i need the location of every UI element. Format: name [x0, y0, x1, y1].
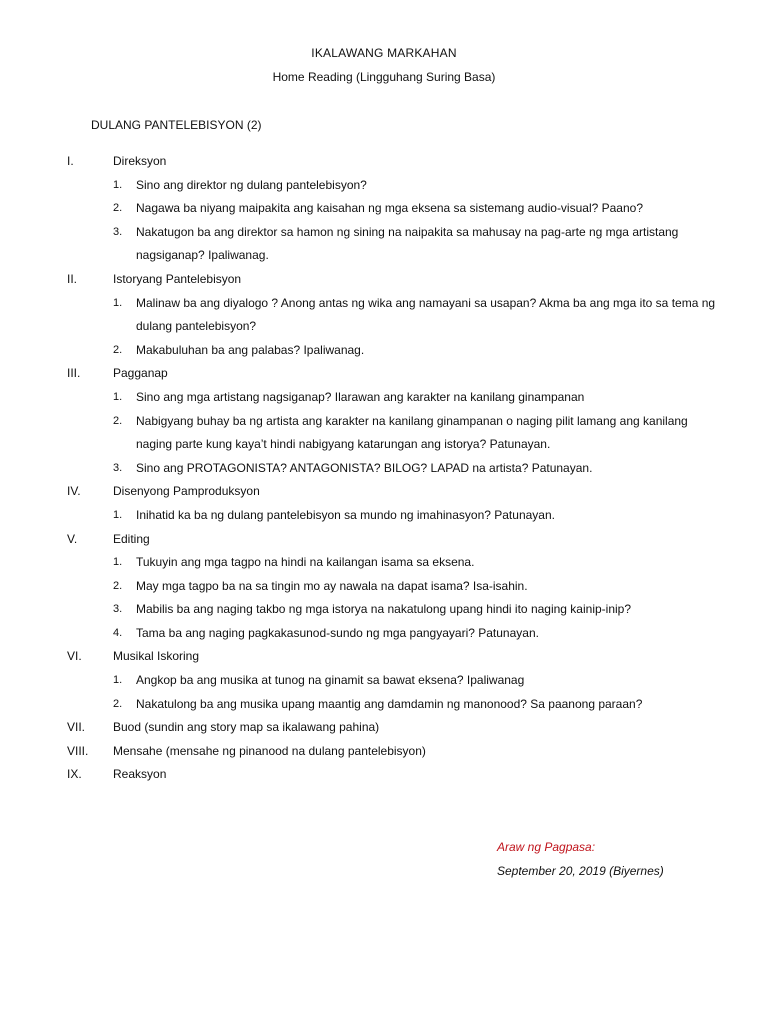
item-number: 3.: [113, 225, 123, 238]
section-label: Mensahe (mensahe ng pinanood na dulang pantelebisyon): [113, 743, 426, 758]
section-label: Istoryang Pantelebisyon: [113, 271, 242, 286]
section-header: [0, 362, 768, 386]
question-item: [0, 174, 768, 198]
due-date-label: Araw ng Pagpasa:: [497, 840, 596, 854]
document-title: IKALAWANG MARKAHAN: [311, 46, 457, 60]
item-text: May mga tagpo ba na sa tingin mo ay nawala na dapat isama? Isa-isahin.: [136, 578, 528, 593]
document-subtitle: Home Reading (Lingguhang Suring Basa): [272, 70, 496, 84]
question-item: [0, 292, 768, 339]
roman-numeral: IX.: [67, 767, 82, 782]
item-text: Makabuluhan ba ang palabas? Ipaliwanag.: [136, 342, 365, 357]
item-text: Malinaw ba ang diyalogo ? Anong antas ng wika ang namayani sa usapan? Akma ba ang mga ito sa tema ng dulang pantelebisyon?: [136, 295, 716, 334]
question-item: [0, 197, 768, 221]
roman-numeral: I.: [67, 154, 74, 168]
roman-numeral: V.: [67, 531, 78, 546]
section-header: [0, 528, 768, 552]
section-label: Reaksyon: [113, 767, 167, 782]
question-item: [0, 693, 768, 717]
item-number: 1.: [113, 508, 123, 521]
section-header: [0, 763, 768, 787]
question-item: [0, 575, 768, 599]
question-item: [0, 410, 768, 457]
item-number: 3.: [113, 461, 123, 474]
outline-list: [0, 150, 768, 787]
item-text: Nakatulong ba ang musika upang maantig ang damdamin ng manonood? Sa paanong paraan?: [136, 696, 643, 711]
item-number: 2.: [113, 579, 123, 592]
section-header: [0, 645, 768, 669]
section-label: Musikal Iskoring: [113, 649, 200, 664]
roman-numeral: VII.: [67, 720, 86, 735]
item-text: Tama ba ang naging pagkakasunod-sundo ng mga pangyayari? Patunayan.: [136, 625, 539, 640]
section-label: Buod (sundin ang story map sa ikalawang pahina): [113, 720, 380, 735]
outline-section: [0, 480, 768, 527]
section-label: Disenyong Pamproduksyon: [113, 484, 260, 499]
item-text: Sino ang mga artistang nagsiganap? Ilarawan ang karakter na kanilang ginampanan: [136, 389, 585, 404]
outline-section: [0, 268, 768, 362]
item-text: Nagawa ba niyang maipakita ang kaisahan ng mga eksena sa sistemang audio-visual? Paano?: [136, 201, 643, 216]
outline-section: [0, 150, 768, 268]
item-text: Angkop ba ang musika at tunog na ginamit sa bawat eksena? Ipaliwanag: [136, 673, 525, 688]
item-number: 2.: [113, 343, 123, 356]
due-date-value: September 20, 2019 (Biyernes): [497, 864, 664, 878]
item-number: 2.: [113, 414, 123, 427]
item-text: Sino ang PROTAGONISTA? ANTAGONISTA? BILOG? LAPAD na artista? Patunayan.: [136, 460, 593, 475]
section-header: [0, 268, 768, 292]
section-header: [0, 150, 768, 174]
outline-section: [0, 740, 768, 764]
roman-numeral: III.: [67, 366, 81, 381]
section-label: Direksyon: [113, 154, 167, 168]
item-number: 1.: [113, 390, 123, 403]
item-number: 3.: [113, 603, 123, 616]
item-text: Inihatid ka ba ng dulang pantelebisyon sa mundo ng imahinasyon? Patunayan.: [136, 507, 555, 522]
section-label: Pagganap: [113, 366, 168, 381]
item-text: Mabilis ba ang naging takbo ng mga istorya na nakatulong upang hindi ito naging kainip-inip?: [136, 602, 632, 617]
question-item: [0, 598, 768, 622]
outline-section: [0, 645, 768, 716]
item-number: 4.: [113, 626, 123, 639]
section-heading: DULANG PANTELEBISYON (2): [91, 118, 262, 132]
roman-numeral: II.: [67, 271, 78, 286]
question-item: [0, 386, 768, 410]
roman-numeral: VI.: [67, 649, 82, 664]
outline-section: [0, 716, 768, 740]
question-item: [0, 339, 768, 363]
question-item: [0, 669, 768, 693]
roman-numeral: VIII.: [67, 743, 89, 758]
outline-section: [0, 763, 768, 787]
section-header: [0, 480, 768, 504]
item-number: 1.: [113, 178, 123, 191]
item-text: Nabigyang buhay ba ng artista ang karakter na kanilang ginampanan o naging pilit lamang ang kanilang naging parte kung kaya’t hindi nabigyang katarungan ang istorya? Patunayan.: [136, 413, 688, 452]
outline-section: [0, 362, 768, 480]
roman-numeral: IV.: [67, 484, 81, 499]
section-header: [0, 740, 768, 764]
outline-section: [0, 528, 768, 646]
item-number: 2.: [113, 202, 123, 215]
item-number: 1.: [113, 674, 123, 687]
item-number: 1.: [113, 556, 123, 569]
item-text: Sino ang direktor ng dulang pantelebisyon?: [136, 177, 367, 192]
question-item: [0, 551, 768, 575]
item-text: Nakatugon ba ang direktor sa hamon ng sining na naipakita sa mahusay na pag-arte ng mga artistang nagsiganap? Ipaliwanag.: [136, 224, 679, 263]
item-number: 2.: [113, 697, 123, 710]
section-label: Editing: [113, 531, 150, 546]
item-text: Tukuyin ang mga tagpo na hindi na kailangan isama sa eksena.: [136, 555, 475, 570]
question-item: [0, 221, 768, 268]
question-item: [0, 622, 768, 646]
question-item: [0, 504, 768, 528]
question-item: [0, 457, 768, 481]
item-number: 1.: [113, 296, 123, 309]
section-header: [0, 716, 768, 740]
